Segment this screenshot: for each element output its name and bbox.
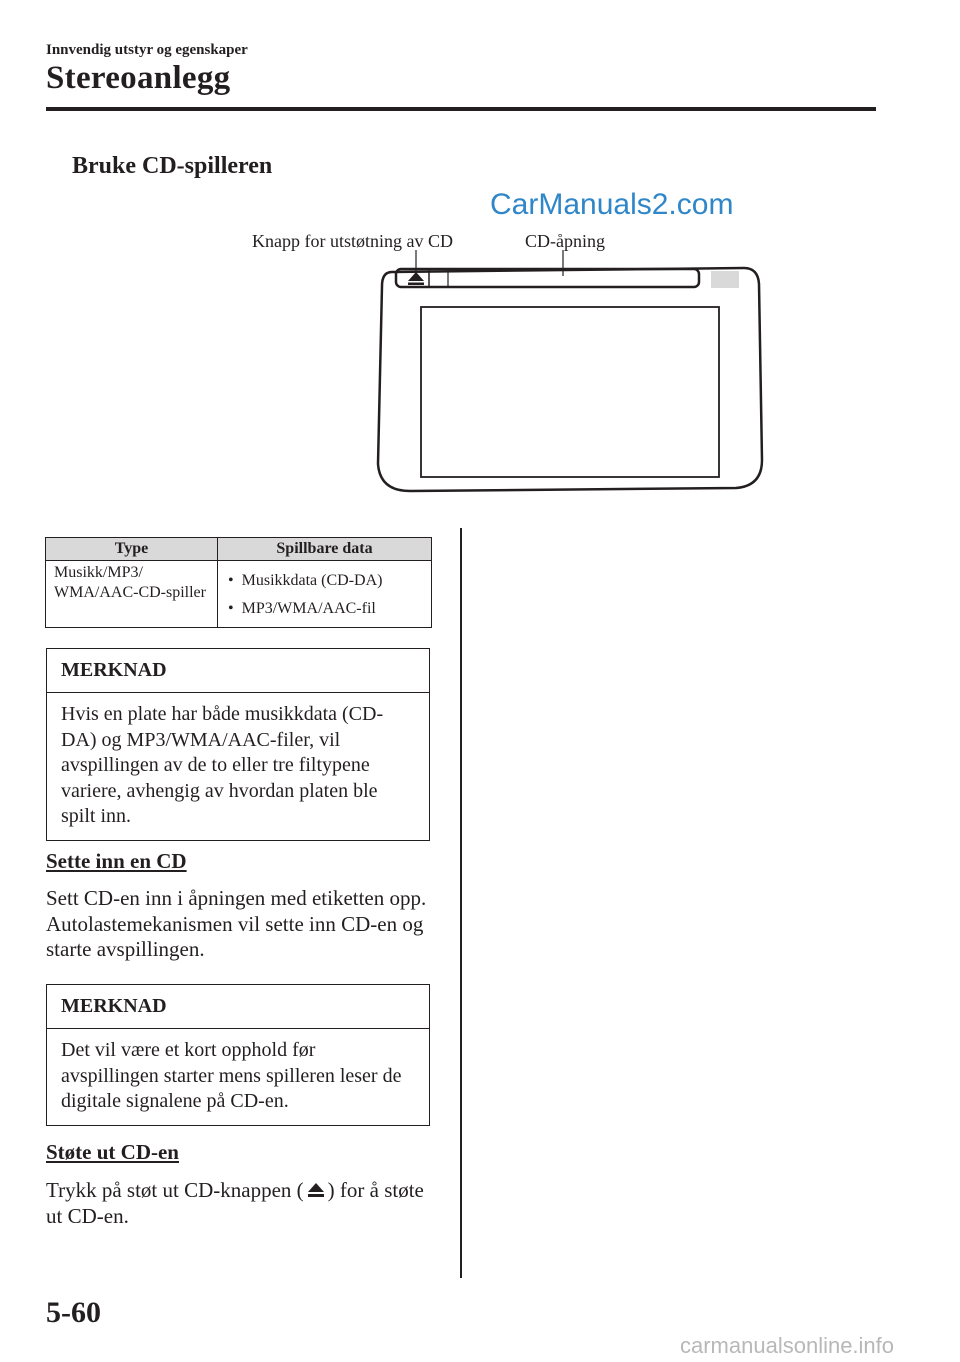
unit-bezel [378,268,762,491]
chapter-title: Stereoanlegg [46,60,231,96]
note-body: Hvis en plate har både musikkdata (CD-DA) og MP3/WMA/AAC-filer, vil avspillingen av de to eller tre filtypene variere, avhengig av hvordan platen ble spilt inn. [61,703,384,827]
callout-cd-slot: CD-åpning [525,231,605,251]
watermark-bottom[interactable]: carmanualsonline.info [680,1333,895,1358]
column-divider [460,528,462,1278]
display-screen [421,307,719,477]
page-number: 5-60 [46,1296,101,1329]
eject-icon[interactable] [408,272,424,285]
header-rule [46,107,876,111]
note-box-2 [46,984,430,1126]
table-header-type: Type [46,538,218,561]
playable-data-table [45,537,432,628]
section-label: Innvendig utstyr og egenskaper [46,42,248,58]
list-item: • Musikkdata (CD-DA) [228,567,423,595]
note-title: MERKNAD [47,985,429,1029]
paragraph-eject-text-after: ) for å støte ut CD-en. [46,1178,424,1228]
callout-eject-button: Knapp for utstøtning av CD [252,231,453,251]
subsection-title: Bruke CD-spilleren [72,153,273,179]
note-body: Det vil være et kort opphold før avspillingen starter mens spilleren leser de digitale signalene på CD-en. [61,1039,402,1112]
note-title: MERKNAD [47,649,429,693]
cd-player-illustration [370,250,770,498]
watermark-top[interactable]: CarManuals2.com [490,188,734,221]
table-cell-data [218,561,432,628]
paragraph-insert-cd: Sett CD-en inn i åpningen med etiketten opp. Autolastemekanismen vil sette inn CD-en og starte avspillingen. [46,886,427,961]
heading-insert-cd: Sette inn en CD [46,849,187,873]
eject-icon [306,1181,326,1199]
table-header-row [46,538,432,561]
side-button [711,271,739,288]
table-row [46,561,432,628]
note-box-1 [46,648,430,841]
list-item: • MP3/WMA/AAC-fil [228,595,423,623]
heading-eject-cd: Støte ut CD-en [46,1140,179,1164]
table-header-data: Spillbare data [218,538,432,561]
paragraph-eject-cd [46,1178,436,1229]
table-cell-type: Musikk/MP3/ WMA/AAC-CD-spiller [46,561,218,628]
paragraph-eject-text-before: Trykk på støt ut CD-knappen ( [46,1178,304,1202]
